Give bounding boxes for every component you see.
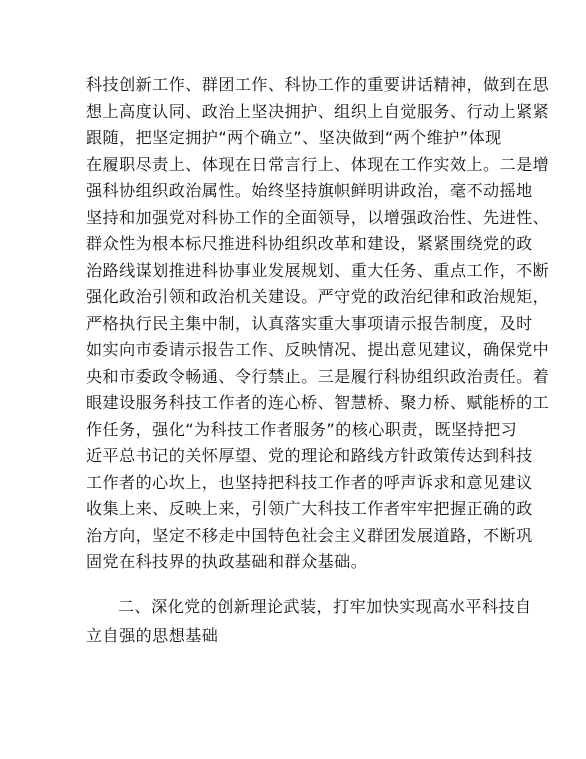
paragraph-line: 近平总书记的关怀厚望、党的理论和路线方针政策传达到科技	[86, 446, 533, 465]
paragraph-line: 工作者的心坎上，也坚持把科技工作者的呼声诉求和意见建议	[86, 472, 533, 492]
paragraph-line: 想上高度认同、政治上坚决拥护、组织上自觉服务、行动上紧紧	[86, 101, 550, 121]
heading-line-1: 二、深化党的创新理论武装，打牢加快实现高水平科技自	[118, 597, 532, 616]
paragraph-line: 作任务，强化“为科技工作者服务”的核心职责，既坚持把习	[86, 419, 518, 439]
paragraph-line: 治方向，坚定不移走中国特色社会主义群团发展道路，不断巩	[86, 525, 533, 545]
paragraph-line: 科技创新工作、群团工作、科协工作的重要讲话精神，做到在思	[86, 75, 550, 94]
paragraph-line: 坚持和加强党对科协工作的全面领导，以增强政治性、先进性、	[86, 207, 550, 227]
paragraph-line: 强科协组织政治属性。始终坚持旗帜鲜明讲政治，毫不动摇地	[86, 181, 533, 200]
paragraph-line: 固党在科技界的执政基础和群众基础。	[86, 552, 368, 571]
paragraph-line: 治路线谋划推进科协事业发展规划、重大任务、重点工作，不断	[86, 260, 550, 280]
body-paragraph	[86, 72, 550, 576]
paragraph-line: 强化政治引领和政治机关建设。严守党的政治纪律和政治规矩，	[86, 287, 550, 306]
paragraph-line: 严格执行民主集中制，认真落实重大事项请示报告制度，及时	[86, 313, 533, 333]
paragraph-line: 收集上来、反映上来，引领广大科技工作者牢牢把握正确的政	[86, 499, 533, 518]
paragraph-line: 眼建设服务科技工作者的连心桥、智慧桥、聚力桥、赋能桥的工	[86, 393, 550, 412]
paragraph-line: 如实向市委请示报告工作、反映情况、提出意见建议，确保党中	[86, 340, 550, 359]
heading-line-2: 立自强的思想基础	[86, 626, 219, 645]
section-heading	[86, 592, 532, 650]
paragraph-line: 跟随，把坚定拥护“两个确立”、坚决做到“两个维护”体现	[86, 128, 502, 147]
paragraph-line: 央和市委政令畅通、令行禁止。三是履行科协组织政治责任。着	[86, 366, 550, 386]
paragraph-line: 在履职尽责上、体现在日常言行上、体现在工作实效上。二是增	[86, 154, 550, 174]
paragraph-line: 群众性为根本标尺推进科协组织改革和建设，紧紧围绕党的政	[86, 234, 533, 253]
